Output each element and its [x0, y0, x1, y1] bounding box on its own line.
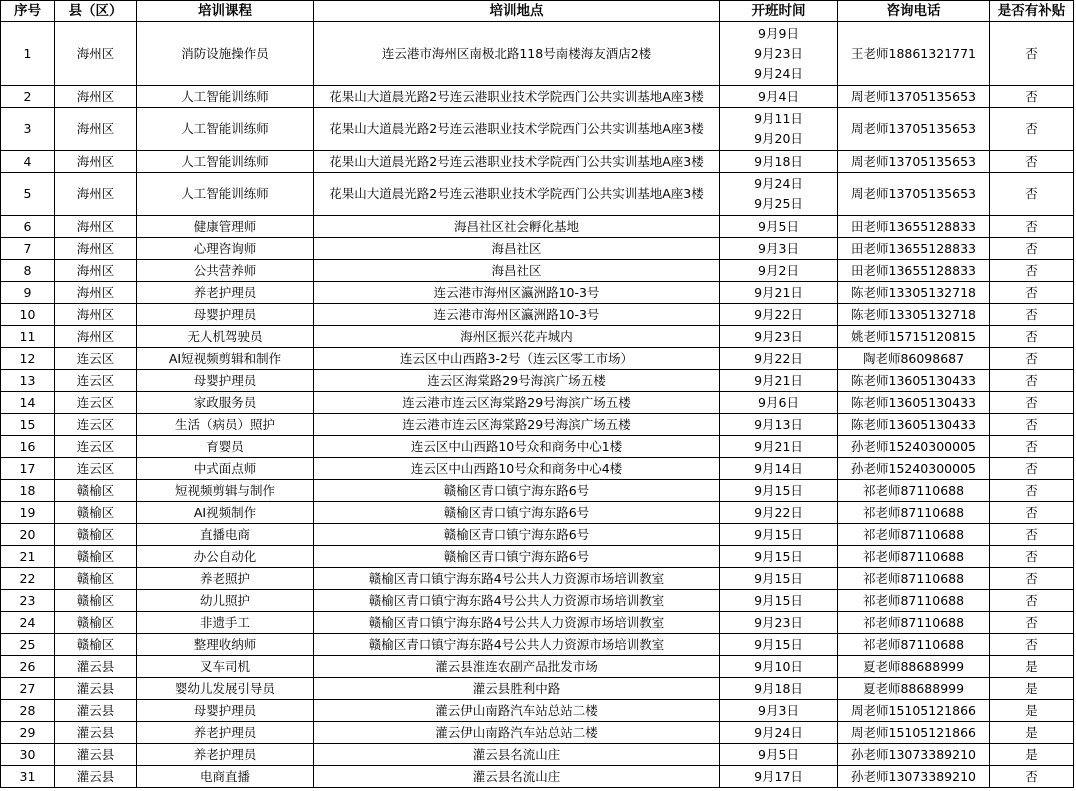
table-header-row	[1, 1, 1074, 22]
start-date: 9月15日	[754, 526, 803, 542]
phone-cell: 田老师13655128833	[838, 260, 990, 282]
course-cell: 育婴员	[137, 436, 314, 458]
course-cell: 人工智能训练师	[137, 108, 314, 151]
table-row	[1, 458, 1074, 480]
row-number-cell: 28	[1, 700, 55, 722]
start-date: 9月23日	[754, 45, 803, 61]
row-number-cell: 25	[1, 634, 55, 656]
start-date: 9月15日	[754, 636, 803, 652]
subsidy-cell: 否	[990, 370, 1074, 392]
row-number-cell: 26	[1, 656, 55, 678]
subsidy-cell: 否	[990, 458, 1074, 480]
subsidy-cell: 否	[990, 502, 1074, 524]
start-date-cell	[720, 524, 838, 546]
start-date-cell	[720, 480, 838, 502]
county-cell: 赣榆区	[55, 502, 137, 524]
start-date: 9月22日	[754, 504, 803, 520]
row-number-cell: 11	[1, 326, 55, 348]
subsidy-cell: 否	[990, 766, 1074, 788]
start-date-cell	[720, 326, 838, 348]
row-number-cell: 16	[1, 436, 55, 458]
table-row	[1, 502, 1074, 524]
start-date: 9月11日	[754, 111, 803, 126]
phone-cell: 陈老师13305132718	[838, 282, 990, 304]
course-cell: 婴幼儿发展引导员	[137, 678, 314, 700]
row-number-cell: 7	[1, 238, 55, 260]
row-number-cell: 30	[1, 744, 55, 766]
start-date: 9月14日	[754, 460, 803, 476]
course-cell: 生活（病员）照护	[137, 414, 314, 436]
course-cell: 直播电商	[137, 524, 314, 546]
start-date-cell	[720, 722, 838, 744]
start-date-cell	[720, 634, 838, 656]
row-number-cell: 19	[1, 502, 55, 524]
row-number-cell: 23	[1, 590, 55, 612]
start-date-cell	[720, 678, 838, 700]
row-number-cell: 9	[1, 282, 55, 304]
course-cell: 非遗手工	[137, 612, 314, 634]
phone-cell: 陶老师86098687	[838, 348, 990, 370]
start-date-cell	[720, 216, 838, 238]
subsidy-cell: 否	[990, 590, 1074, 612]
table-row	[1, 590, 1074, 612]
course-cell: 养老护理员	[137, 282, 314, 304]
county-cell: 灌云县	[55, 700, 137, 722]
location-cell: 连云港市海州区瀛洲路10-3号	[314, 304, 720, 326]
start-date-cell	[720, 22, 838, 86]
table-row	[1, 766, 1074, 788]
row-number-cell: 12	[1, 348, 55, 370]
course-cell: 健康管理师	[137, 216, 314, 238]
location-cell: 海昌社区	[314, 260, 720, 282]
table-row	[1, 568, 1074, 590]
location-cell: 连云港市连云区海棠路29号海滨广场五楼	[314, 392, 720, 414]
phone-cell: 田老师13655128833	[838, 216, 990, 238]
location-cell: 赣榆区青口镇宁海东路4号公共人力资源市场培训教室	[314, 568, 720, 590]
county-cell: 连云区	[55, 392, 137, 414]
course-cell: 母婴护理员	[137, 700, 314, 722]
table-row	[1, 700, 1074, 722]
phone-cell: 孙老师13073389210	[838, 766, 990, 788]
location-cell: 花果山大道晨光路2号连云港职业技术学院西门公共实训基地A座3楼	[314, 86, 720, 108]
phone-cell: 周老师15105121866	[838, 700, 990, 722]
row-number-cell: 31	[1, 766, 55, 788]
location-cell: 连云港市海州区南极北路118号南楼海友酒店2楼	[314, 22, 720, 86]
subsidy-cell: 是	[990, 678, 1074, 700]
row-number-cell: 5	[1, 173, 55, 216]
start-date: 9月15日	[754, 482, 803, 498]
start-date: 9月2日	[758, 262, 799, 278]
start-date-cell	[720, 173, 838, 216]
row-number-cell: 3	[1, 108, 55, 151]
course-cell: 幼儿照护	[137, 590, 314, 612]
row-number-cell: 27	[1, 678, 55, 700]
county-cell: 灌云县	[55, 678, 137, 700]
course-cell: 办公自动化	[137, 546, 314, 568]
start-date-cell	[720, 392, 838, 414]
subsidy-cell: 否	[990, 348, 1074, 370]
start-date-cell	[720, 568, 838, 590]
start-date-cell	[720, 656, 838, 678]
table-row	[1, 22, 1074, 86]
phone-cell: 孙老师15240300005	[838, 458, 990, 480]
start-date: 9月22日	[754, 350, 803, 366]
row-number-cell: 21	[1, 546, 55, 568]
phone-cell: 陈老师13605130433	[838, 414, 990, 436]
start-date: 9月6日	[758, 394, 799, 410]
start-date-cell	[720, 238, 838, 260]
table-row	[1, 173, 1074, 216]
location-cell: 连云区中山西路10号众和商务中心4楼	[314, 458, 720, 480]
start-date-cell	[720, 590, 838, 612]
phone-cell: 祁老师87110688	[838, 634, 990, 656]
start-date-cell	[720, 612, 838, 634]
phone-cell: 祁老师87110688	[838, 502, 990, 524]
start-date: 9月5日	[758, 746, 799, 762]
subsidy-cell: 否	[990, 524, 1074, 546]
county-cell: 赣榆区	[55, 590, 137, 612]
subsidy-cell: 否	[990, 22, 1074, 86]
subsidy-cell: 否	[990, 612, 1074, 634]
county-cell: 赣榆区	[55, 480, 137, 502]
subsidy-cell: 否	[990, 568, 1074, 590]
table-row	[1, 634, 1074, 656]
subsidy-cell: 否	[990, 86, 1074, 108]
start-date-cell	[720, 348, 838, 370]
phone-cell: 孙老师15240300005	[838, 436, 990, 458]
location-cell: 灌云县名流山庄	[314, 766, 720, 788]
location-cell: 赣榆区青口镇宁海东路4号公共人力资源市场培训教室	[314, 590, 720, 612]
location-cell: 灌云县淮连农副产品批发市场	[314, 656, 720, 678]
start-date: 9月10日	[754, 658, 803, 674]
start-date: 9月21日	[754, 438, 803, 454]
county-cell: 连云区	[55, 348, 137, 370]
start-date-cell	[720, 502, 838, 524]
start-date: 9月15日	[754, 570, 803, 586]
location-cell: 花果山大道晨光路2号连云港职业技术学院西门公共实训基地A座3楼	[314, 151, 720, 173]
location-cell: 连云港市海州区瀛洲路10-3号	[314, 282, 720, 304]
table-row	[1, 480, 1074, 502]
start-date-cell	[720, 458, 838, 480]
row-number-cell: 18	[1, 480, 55, 502]
phone-cell: 孙老师13073389210	[838, 744, 990, 766]
phone-cell: 周老师13705135653	[838, 173, 990, 216]
start-date-cell	[720, 766, 838, 788]
subsidy-cell: 否	[990, 151, 1074, 173]
table-row	[1, 216, 1074, 238]
county-cell: 海州区	[55, 173, 137, 216]
county-cell: 海州区	[55, 86, 137, 108]
course-cell: 人工智能训练师	[137, 173, 314, 216]
row-number-cell: 29	[1, 722, 55, 744]
phone-cell: 周老师13705135653	[838, 151, 990, 173]
start-date: 9月23日	[754, 328, 803, 344]
phone-cell: 田老师13655128833	[838, 238, 990, 260]
start-date-cell	[720, 304, 838, 326]
course-cell: 叉车司机	[137, 656, 314, 678]
location-cell: 花果山大道晨光路2号连云港职业技术学院西门公共实训基地A座3楼	[314, 173, 720, 216]
table-row	[1, 151, 1074, 173]
course-cell: AI短视频剪辑和制作	[137, 348, 314, 370]
county-cell: 赣榆区	[55, 568, 137, 590]
phone-cell: 祁老师87110688	[838, 524, 990, 546]
start-date: 9月5日	[758, 218, 799, 234]
county-cell: 灌云县	[55, 656, 137, 678]
county-cell: 海州区	[55, 260, 137, 282]
location-cell: 赣榆区青口镇宁海东路6号	[314, 546, 720, 568]
header-course: 培训课程	[137, 1, 314, 22]
row-number-cell: 1	[1, 22, 55, 86]
county-cell: 赣榆区	[55, 546, 137, 568]
header-number: 序号	[1, 1, 55, 22]
start-date: 9月20日	[754, 131, 803, 146]
start-date: 9月18日	[754, 680, 803, 696]
location-cell: 赣榆区青口镇宁海东路6号	[314, 524, 720, 546]
start-date: 9月9日	[758, 25, 799, 41]
county-cell: 海州区	[55, 282, 137, 304]
course-cell: 养老护理员	[137, 744, 314, 766]
table-row	[1, 260, 1074, 282]
subsidy-cell: 否	[990, 546, 1074, 568]
row-number-cell: 17	[1, 458, 55, 480]
start-date: 9月24日	[754, 65, 803, 81]
subsidy-cell: 否	[990, 108, 1074, 151]
county-cell: 连云区	[55, 458, 137, 480]
phone-cell: 夏老师88688999	[838, 656, 990, 678]
course-cell: 心理咨询师	[137, 238, 314, 260]
table-row	[1, 722, 1074, 744]
start-date: 9月21日	[754, 372, 803, 388]
county-cell: 赣榆区	[55, 634, 137, 656]
subsidy-cell: 否	[990, 480, 1074, 502]
course-cell: 家政服务员	[137, 392, 314, 414]
phone-cell: 陈老师13605130433	[838, 370, 990, 392]
start-date-cell	[720, 744, 838, 766]
location-cell: 灌云县胜利中路	[314, 678, 720, 700]
phone-cell: 祁老师87110688	[838, 480, 990, 502]
table-row	[1, 744, 1074, 766]
course-cell: 消防设施操作员	[137, 22, 314, 86]
start-date: 9月18日	[754, 153, 803, 169]
header-subsidy: 是否有补贴	[990, 1, 1074, 22]
row-number-cell: 22	[1, 568, 55, 590]
subsidy-cell: 否	[990, 436, 1074, 458]
start-date-cell	[720, 436, 838, 458]
header-county: 县（区）	[55, 1, 137, 22]
subsidy-cell: 是	[990, 744, 1074, 766]
location-cell: 海昌社区社会孵化基地	[314, 216, 720, 238]
course-cell: AI视频制作	[137, 502, 314, 524]
start-date-cell	[720, 151, 838, 173]
row-number-cell: 15	[1, 414, 55, 436]
table-row	[1, 524, 1074, 546]
subsidy-cell: 否	[990, 392, 1074, 414]
table-row	[1, 304, 1074, 326]
county-cell: 连云区	[55, 436, 137, 458]
county-cell: 赣榆区	[55, 612, 137, 634]
location-cell: 灌云伊山南路汽车站总站二楼	[314, 722, 720, 744]
start-date-cell	[720, 86, 838, 108]
county-cell: 海州区	[55, 216, 137, 238]
row-number-cell: 2	[1, 86, 55, 108]
phone-cell: 祁老师87110688	[838, 546, 990, 568]
phone-cell: 祁老师87110688	[838, 612, 990, 634]
course-cell: 公共营养师	[137, 260, 314, 282]
course-cell: 母婴护理员	[137, 370, 314, 392]
table-row	[1, 656, 1074, 678]
start-date-cell	[720, 414, 838, 436]
location-cell: 连云区海棠路29号海滨广场五楼	[314, 370, 720, 392]
table-row	[1, 392, 1074, 414]
location-cell: 赣榆区青口镇宁海东路6号	[314, 480, 720, 502]
phone-cell: 陈老师13605130433	[838, 392, 990, 414]
table-row	[1, 612, 1074, 634]
subsidy-cell: 否	[990, 216, 1074, 238]
course-cell: 整理收纳师	[137, 634, 314, 656]
row-number-cell: 13	[1, 370, 55, 392]
location-cell: 连云区中山西路3-2号（连云区零工市场）	[314, 348, 720, 370]
phone-cell: 夏老师88688999	[838, 678, 990, 700]
county-cell: 连云区	[55, 370, 137, 392]
subsidy-cell: 否	[990, 326, 1074, 348]
phone-cell: 祁老师87110688	[838, 568, 990, 590]
header-location: 培训地点	[314, 1, 720, 22]
start-date: 9月24日	[754, 724, 803, 740]
course-cell: 中式面点师	[137, 458, 314, 480]
row-number-cell: 14	[1, 392, 55, 414]
start-date: 9月23日	[754, 614, 803, 630]
table-row	[1, 678, 1074, 700]
course-cell: 人工智能训练师	[137, 86, 314, 108]
table-row	[1, 86, 1074, 108]
course-cell: 人工智能训练师	[137, 151, 314, 173]
start-date: 9月21日	[754, 284, 803, 300]
row-number-cell: 10	[1, 304, 55, 326]
start-date: 9月13日	[754, 416, 803, 432]
subsidy-cell: 是	[990, 700, 1074, 722]
location-cell: 灌云县名流山庄	[314, 744, 720, 766]
location-cell: 海昌社区	[314, 238, 720, 260]
subsidy-cell: 否	[990, 414, 1074, 436]
phone-cell: 陈老师13305132718	[838, 304, 990, 326]
subsidy-cell: 是	[990, 656, 1074, 678]
table-row	[1, 238, 1074, 260]
location-cell: 连云区中山西路10号众和商务中心1楼	[314, 436, 720, 458]
start-date: 9月15日	[754, 548, 803, 564]
county-cell: 海州区	[55, 326, 137, 348]
county-cell: 赣榆区	[55, 524, 137, 546]
start-date: 9月15日	[754, 592, 803, 608]
location-cell: 花果山大道晨光路2号连云港职业技术学院西门公共实训基地A座3楼	[314, 108, 720, 151]
county-cell: 海州区	[55, 238, 137, 260]
course-cell: 短视频剪辑与制作	[137, 480, 314, 502]
location-cell: 赣榆区青口镇宁海东路4号公共人力资源市场培训教室	[314, 634, 720, 656]
subsidy-cell: 是	[990, 722, 1074, 744]
course-cell: 养老护理员	[137, 722, 314, 744]
phone-cell: 周老师13705135653	[838, 108, 990, 151]
start-date-cell	[720, 700, 838, 722]
table-body	[1, 22, 1074, 788]
start-date-cell	[720, 108, 838, 151]
row-number-cell: 8	[1, 260, 55, 282]
county-cell: 海州区	[55, 304, 137, 326]
county-cell: 连云区	[55, 414, 137, 436]
location-cell: 灌云伊山南路汽车站总站二楼	[314, 700, 720, 722]
table-row	[1, 414, 1074, 436]
table-row	[1, 108, 1074, 151]
table-row	[1, 326, 1074, 348]
header-start-date: 开班时间	[720, 1, 838, 22]
table-row	[1, 546, 1074, 568]
location-cell: 赣榆区青口镇宁海东路4号公共人力资源市场培训教室	[314, 612, 720, 634]
location-cell: 赣榆区青口镇宁海东路6号	[314, 502, 720, 524]
course-cell: 养老照护	[137, 568, 314, 590]
table-row	[1, 282, 1074, 304]
start-date: 9月24日	[754, 176, 803, 191]
start-date-cell	[720, 546, 838, 568]
table-row	[1, 436, 1074, 458]
county-cell: 灌云县	[55, 722, 137, 744]
row-number-cell: 6	[1, 216, 55, 238]
table-row	[1, 370, 1074, 392]
row-number-cell: 24	[1, 612, 55, 634]
county-cell: 海州区	[55, 108, 137, 151]
start-date: 9月3日	[758, 240, 799, 256]
start-date: 9月17日	[754, 768, 803, 784]
start-date: 9月25日	[754, 196, 803, 211]
subsidy-cell: 否	[990, 260, 1074, 282]
subsidy-cell: 否	[990, 304, 1074, 326]
phone-cell: 王老师18861321771	[838, 22, 990, 86]
start-date-cell	[720, 260, 838, 282]
header-phone: 咨询电话	[838, 1, 990, 22]
location-cell: 连云港市连云区海棠路29号海滨广场五楼	[314, 414, 720, 436]
start-date: 9月22日	[754, 306, 803, 322]
county-cell: 灌云县	[55, 766, 137, 788]
subsidy-cell: 否	[990, 238, 1074, 260]
subsidy-cell: 否	[990, 634, 1074, 656]
phone-cell: 周老师15105121866	[838, 722, 990, 744]
phone-cell: 姚老师15715120815	[838, 326, 990, 348]
row-number-cell: 20	[1, 524, 55, 546]
row-number-cell: 4	[1, 151, 55, 173]
subsidy-cell: 否	[990, 173, 1074, 216]
start-date: 9月3日	[758, 702, 799, 718]
phone-cell: 祁老师87110688	[838, 590, 990, 612]
start-date-cell	[720, 282, 838, 304]
course-cell: 无人机驾驶员	[137, 326, 314, 348]
county-cell: 灌云县	[55, 744, 137, 766]
county-cell: 海州区	[55, 151, 137, 173]
county-cell: 海州区	[55, 22, 137, 86]
phone-cell: 周老师13705135653	[838, 86, 990, 108]
table-row	[1, 348, 1074, 370]
start-date-cell	[720, 370, 838, 392]
start-date: 9月4日	[758, 88, 799, 104]
course-cell: 母婴护理员	[137, 304, 314, 326]
course-cell: 电商直播	[137, 766, 314, 788]
subsidy-cell: 否	[990, 282, 1074, 304]
location-cell: 海州区振兴花卉城内	[314, 326, 720, 348]
